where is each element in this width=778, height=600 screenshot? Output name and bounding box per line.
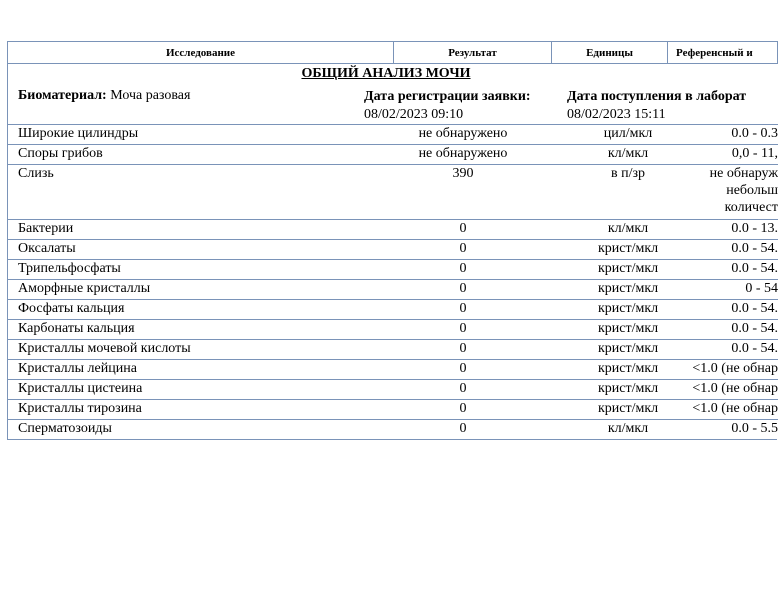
biomaterial — [18, 88, 190, 104]
row-result: 0 — [328, 380, 598, 400]
row-units: крист/мкл — [598, 380, 658, 400]
table-row — [8, 165, 778, 220]
row-units: крист/мкл — [598, 260, 658, 280]
row-units: кл/мкл — [598, 220, 658, 240]
row-reference-line: количест — [724, 200, 778, 215]
section-title: ОБЩИЙ АНАЛИЗ МОЧИ — [301, 66, 471, 81]
row-units: в п/зр — [598, 165, 658, 220]
row-test-name: Споры грибов — [8, 145, 328, 165]
row-test-name: Широкие цилиндры — [8, 125, 328, 145]
row-units: кл/мкл — [598, 420, 658, 440]
row-result: 0 — [328, 360, 598, 380]
row-result: 0 — [328, 420, 598, 440]
registration-label: Дата регистрации заявки: — [364, 89, 531, 104]
row-reference — [658, 165, 778, 220]
registration-value: 08/02/2023 09:10 — [364, 107, 464, 122]
row-test-name: Кристаллы мочевой кислоты — [8, 340, 328, 360]
row-units: крист/мкл — [598, 320, 658, 340]
row-units: цил/мкл — [598, 125, 658, 145]
results-table — [8, 124, 778, 439]
row-result: 390 — [328, 165, 598, 220]
row-result: не обнаружено — [328, 145, 598, 165]
row-reference: <1.0 (не обнар — [658, 380, 778, 400]
arrival-label: Дата поступления в лаборат — [567, 89, 747, 104]
row-reference-line: небольш — [726, 183, 778, 198]
row-reference: 0.0 - 13. — [658, 220, 778, 240]
row-test-name: Сперматозоиды — [8, 420, 328, 440]
table-row — [8, 240, 778, 260]
row-test-name: Оксалаты — [8, 240, 328, 260]
row-test-name: Кристаллы тирозина — [8, 400, 328, 420]
row-test-name: Фосфаты кальция — [8, 300, 328, 320]
row-result: 0 — [328, 320, 598, 340]
row-result: 0 — [328, 300, 598, 320]
biomaterial-value: Моча разовая — [106, 88, 191, 103]
table-row — [8, 340, 778, 360]
row-test-name: Аморфные кристаллы — [8, 280, 328, 300]
table-row — [8, 145, 778, 165]
arrival-value: 08/02/2023 15:11 — [567, 107, 666, 122]
row-reference: <1.0 (не обнар — [658, 400, 778, 420]
table-row — [8, 400, 778, 420]
row-test-name: Кристаллы лейцина — [8, 360, 328, 380]
row-test-name: Кристаллы цистеина — [8, 380, 328, 400]
row-reference: 0.0 - 0.3 — [658, 125, 778, 145]
row-result: 0 — [328, 400, 598, 420]
row-result: 0 — [328, 280, 598, 300]
row-units: крист/мкл — [598, 300, 658, 320]
row-reference: 0 - 54 — [658, 280, 778, 300]
row-test-name: Карбонаты кальция — [8, 320, 328, 340]
table-row — [8, 260, 778, 280]
results-body — [7, 64, 777, 440]
row-reference: 0.0 - 5.5 — [658, 420, 778, 440]
header-study: Исследование — [8, 42, 394, 64]
row-result: 0 — [328, 340, 598, 360]
row-reference: 0.0 - 54. — [658, 240, 778, 260]
lab-report — [7, 41, 777, 440]
row-reference: 0.0 - 54. — [658, 260, 778, 280]
row-units: крист/мкл — [598, 240, 658, 260]
row-reference-line: не обнаруж — [709, 166, 778, 181]
biomaterial-label: Биоматериал: — [18, 88, 107, 103]
row-result: 0 — [328, 220, 598, 240]
table-row — [8, 125, 778, 145]
row-test-name: Бактерии — [8, 220, 328, 240]
header-result: Результат — [394, 42, 552, 64]
registration-date — [364, 88, 531, 124]
header-reference: Референсный и — [668, 42, 778, 64]
table-row — [8, 300, 778, 320]
table-row — [8, 360, 778, 380]
row-reference: 0.0 - 54. — [658, 340, 778, 360]
header-units: Единицы — [552, 42, 668, 64]
row-result: 0 — [328, 260, 598, 280]
row-reference: 0.0 - 54. — [658, 320, 778, 340]
row-reference: 0.0 - 54. — [658, 300, 778, 320]
row-result: 0 — [328, 240, 598, 260]
table-row — [8, 380, 778, 400]
row-result: не обнаружено — [328, 125, 598, 145]
results-table-header — [7, 41, 778, 64]
row-units: кл/мкл — [598, 145, 658, 165]
table-row — [8, 320, 778, 340]
row-reference: <1.0 (не обнар — [658, 360, 778, 380]
row-test-name: Слизь — [8, 165, 328, 220]
meta-info — [8, 84, 777, 124]
arrival-date — [567, 88, 746, 124]
row-units: крист/мкл — [598, 280, 658, 300]
row-reference: 0,0 - 11, — [658, 145, 778, 165]
table-row — [8, 220, 778, 240]
row-units: крист/мкл — [598, 340, 658, 360]
table-row — [8, 280, 778, 300]
row-units: крист/мкл — [598, 360, 658, 380]
table-row — [8, 420, 778, 440]
row-units: крист/мкл — [598, 400, 658, 420]
row-test-name: Трипельфосфаты — [8, 260, 328, 280]
